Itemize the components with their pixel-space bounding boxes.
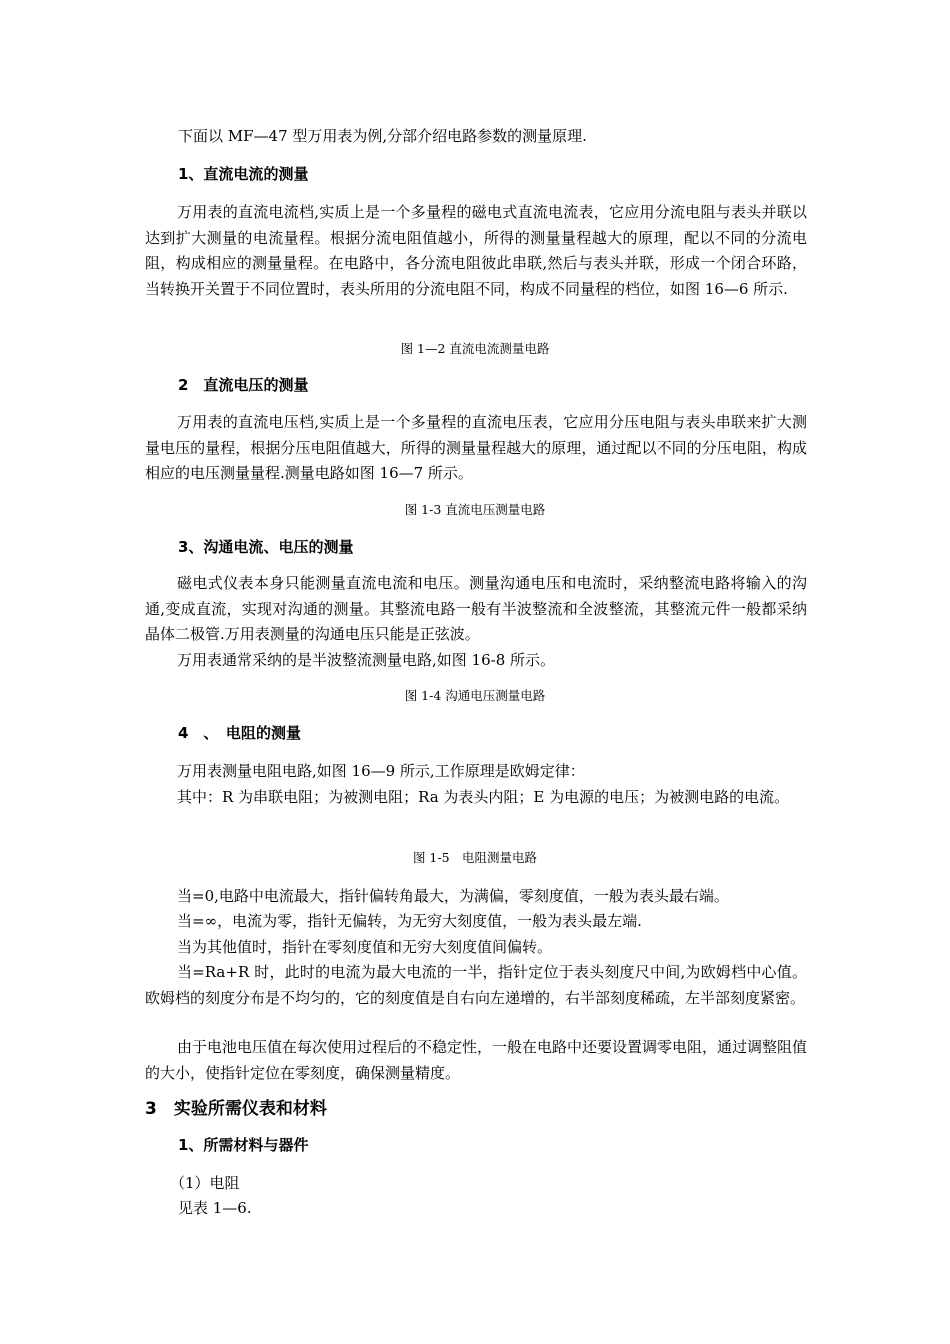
materials-subheading: 1、所需材料与器件: [178, 1136, 309, 1154]
section-3-body-2: 万用表通常采纳的是半波整流测量电路,如图 16-8 所示。: [177, 651, 556, 669]
section-4-body: 万用表测量电阻电路,如图 16—9 所示,工作原理是欧姆定律：: [177, 762, 585, 780]
intro-text: 下面以 MF—47 型万用表为例,分部介绍电路参数的测量原理.: [178, 127, 587, 145]
section-3-body: 磁电式仪表本身只能测量直流电流和电压。测量沟通电压和电流时，采纳整流电路将输入的沟通,变成直流，实现对沟通的测量。其整流电路一般有半波整流和全波整流，其整流元件一般都采纳晶体二极管.万用表测量的沟通电压只能是正弦波。: [145, 574, 807, 643]
section-4-body-2: 其中：R 为串联电阻；为被测电阻；Ra 为表头内阻；E 为电源的电压；为被测电路的电流。: [177, 788, 790, 806]
figure-1-5-caption: 图 1-5 电阻测量电路: [412, 850, 538, 865]
resistance-para-2: 当=∞，电流为零，指针无偏转，为无穷大刻度值，一般为表头最左端.: [177, 912, 642, 930]
section-1-heading: 1、直流电流的测量: [178, 165, 309, 183]
resistance-para-4: 当=Ra+R 时，此时的电流为最大电流的一半，指针定位于表头刻度尺中间,为欧姆档中心值。欧姆档的刻度分布是不均匀的，它的刻度值是自右向左递增的，右半部刻度稀疏，左半部刻度紧密。: [145, 963, 807, 1007]
figure-1-2-caption: 图 1—2 直流电流测量电路: [400, 341, 550, 356]
item-resistor: （1）电阻: [170, 1174, 240, 1192]
figure-1-4-caption: 图 1-4 沟通电压测量电路: [404, 688, 546, 703]
section-3-heading: 3、沟通电流、电压的测量: [178, 538, 354, 556]
resistance-para-1: 当=0,电路中电流最大，指针偏转角最大，为满偏，零刻度值，一般为表头最右端。: [177, 887, 729, 905]
figure-1-3-caption: 图 1-3 直流电压测量电路: [404, 502, 546, 517]
resistance-para-5: 由于电池电压值在每次使用过程后的不稳定性，一般在电路中还要设置调零电阻，通过调整阻值的大小，使指针定位在零刻度，确保测量精度。: [145, 1038, 808, 1082]
section-2-heading: 2 直流电压的测量: [178, 376, 309, 394]
resistance-para-3: 当为其他值时，指针在零刻度值和无穷大刻度值间偏转。: [177, 938, 553, 956]
section-1-body: 万用表的直流电流档,实质上是一个多量程的磁电式直流电流表，它应用分流电阻与表头并联以达到扩大测量的电流量程。根据分流电阻值越小，所得的测量量程越大的原理，配以不同的分流电阻，构成相应的测量量程。在电路中，各分流电阻彼此串联,然后与表头并联，形成一个闭合环路，当转换开关置于不同位置时，表头所用的分流电阻不同，构成不同量程的档位，如图 16—6 所示.: [145, 203, 807, 298]
chapter-3-heading: 3 实验所需仪表和材料: [145, 1099, 327, 1119]
section-4-heading: 4 、 电阻的测量: [178, 724, 301, 742]
table-reference: 见表 1—6.: [178, 1199, 252, 1217]
section-2-body: 万用表的直流电压档,实质上是一个多量程的直流电压表，它应用分压电阻与表头串联来扩大测量电压的量程，根据分压电阻值越大，所得的测量量程越大的原理，通过配以不同的分压电阻，构成相应的电压测量量程.测量电路如图 16—7 所示。: [145, 413, 807, 482]
